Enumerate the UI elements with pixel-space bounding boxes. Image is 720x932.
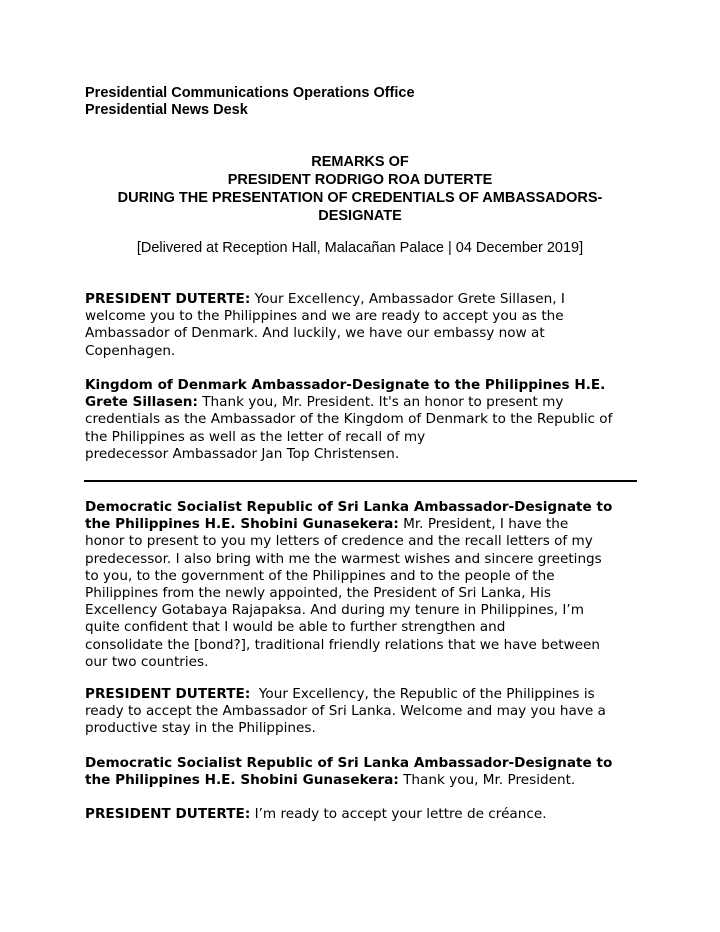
speaker-label: PRESIDENT DUTERTE: (85, 291, 251, 307)
paragraph-duterte-1 (85, 291, 645, 360)
speaker-label: PRESIDENT DUTERTE: (85, 806, 251, 822)
speech-text: ready to accept the Ambassador of Sri Lanka. Welcome and may you have a (85, 703, 606, 720)
speech-text: predecessor. I also bring with me the warmest wishes and sincere greetings (85, 550, 602, 567)
document-title (85, 153, 635, 225)
speaker-label: PRESIDENT DUTERTE: (85, 686, 251, 702)
speech-text: productive stay in the Philippines. (85, 720, 316, 737)
speech-text: Thank you, Mr. President. It's an honor to present my (197, 394, 564, 411)
speech-text: Philippines from the newly appointed, the President of Sri Lanka, His (85, 585, 551, 602)
speech-text: quite confident that I would be able to further strengthen and (85, 619, 506, 636)
delivery-note: [Delivered at Reception Hall, Malacañan Palace | 04 December 2019] (136, 240, 584, 256)
title-line-4: DESIGNATE (318, 208, 402, 224)
speech-text: honor to present to you my letters of credence and the recall letters of my (85, 533, 593, 550)
speech-text: our two countries. (85, 653, 209, 670)
paragraph-duterte-3 (85, 806, 645, 823)
speaker-label: Grete Sillasen: (85, 394, 198, 411)
speech-text: credentials as the Ambassador of the Kingdom of Denmark to the Republic of (85, 411, 613, 428)
speech-text: Mr. President, I have the (398, 516, 569, 533)
speech-text: welcome you to the Philippines and we are ready to accept you as the (85, 308, 564, 325)
paragraph-denmark (85, 377, 645, 463)
paragraph-duterte-2 (85, 686, 645, 738)
title-line-3: DURING THE PRESENTATION OF CREDENTIALS OF AMBASSADORS- (117, 190, 603, 206)
speaker-label: the Philippines H.E. Shobini Gunasekera: (85, 772, 399, 789)
speech-text: Copenhagen. (85, 342, 176, 359)
speech-text: Excellency Gotabaya Rajapaksa. And during my tenure in Philippines, I’m (85, 602, 584, 619)
paragraph-sri-lanka-2 (85, 755, 645, 789)
document-header (85, 85, 415, 119)
section-divider (84, 480, 637, 482)
speaker-label: Kingdom of Denmark Ambassador-Designate to the Philippines H.E. (85, 377, 606, 393)
speech-text: to you, to the government of the Philippines and to the people of the (85, 567, 555, 584)
office-name: Presidential Communications Operations Office (85, 85, 415, 101)
speaker-label: Democratic Socialist Republic of Sri Lanka Ambassador-Designate to (85, 499, 613, 515)
speech-text: I’m ready to accept your lettre de créance. (250, 806, 547, 822)
title-line-1: REMARKS OF (311, 154, 409, 170)
speech-text: Thank you, Mr. President. (398, 772, 576, 789)
speech-text: Your Excellency, Ambassador Grete Sillasen, I (250, 291, 565, 307)
speech-text: the Philippines as well as the letter of recall of my (85, 428, 426, 445)
speech-text: predecessor Ambassador Jan Top Christensen. (85, 445, 400, 462)
speaker-label: the Philippines H.E. Shobini Gunasekera: (85, 516, 399, 533)
speech-text: Your Excellency, the Republic of the Philippines is (250, 686, 595, 702)
desk-name: Presidential News Desk (85, 102, 248, 118)
speaker-label: Democratic Socialist Republic of Sri Lanka Ambassador-Designate to (85, 755, 613, 771)
speech-text: Ambassador of Denmark. And luckily, we have our embassy now at (85, 325, 545, 342)
speech-text: consolidate the [bond?], traditional friendly relations that we have between (85, 636, 601, 653)
paragraph-sri-lanka-1 (85, 499, 645, 671)
title-line-2: PRESIDENT RODRIGO ROA DUTERTE (227, 172, 493, 188)
